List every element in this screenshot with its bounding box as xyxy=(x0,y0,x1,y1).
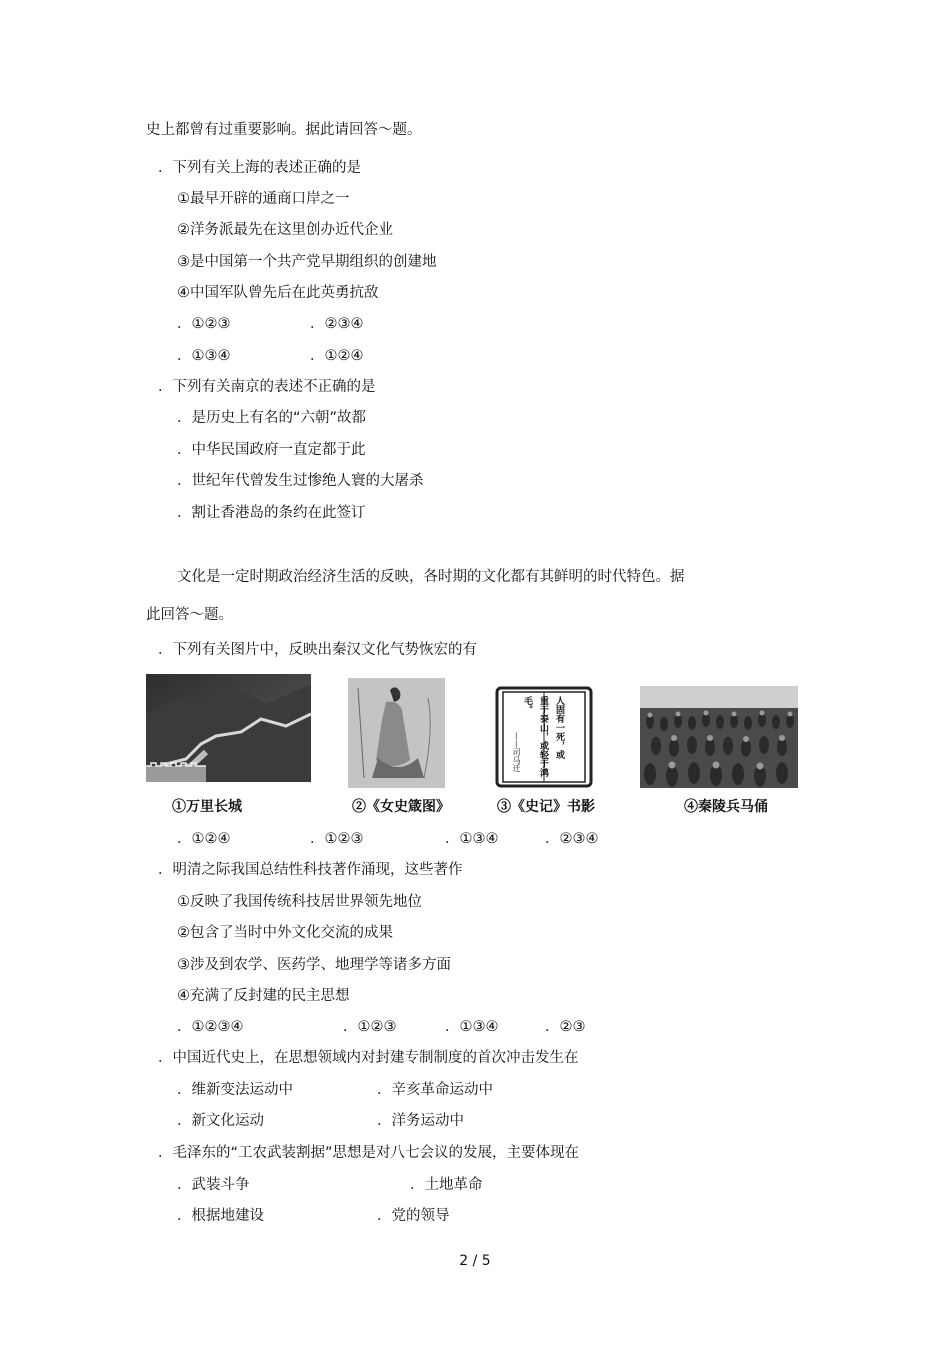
question-1-option-d: ．①②④ xyxy=(310,348,364,364)
question-2-option-a: ．是历史上有名的“六朝”故都 xyxy=(177,410,367,426)
great-wall-photo xyxy=(146,674,311,782)
question-4-item: ①反映了我国传统科技居世界领先地位 xyxy=(177,894,422,910)
question-6-option-a: ．武装斗争 xyxy=(177,1177,250,1193)
image-caption: ④秦陵兵马俑 xyxy=(684,799,768,815)
question-4-item: ③涉及到农学、医药学、地理学等诸多方面 xyxy=(177,957,451,973)
admonitions-scroll-painting xyxy=(348,678,445,788)
question-3-option-c: ．①③④ xyxy=(445,831,499,847)
shiji-book-image xyxy=(495,682,595,788)
book-quote-text: 重于泰山，或轻于鸿 xyxy=(538,696,548,777)
image-caption: ③《史记》书影 xyxy=(497,799,595,815)
book-author-text: ——司马迁 xyxy=(512,732,521,772)
question-2-stem: ．下列有关南京的表述不正确的是 xyxy=(158,379,376,395)
terracotta-army-photo xyxy=(640,686,798,788)
page-number: 2 / 5 xyxy=(459,1253,491,1269)
question-1-option-b: ．②③④ xyxy=(310,316,364,332)
question-2-option-b: ．中华民国政府一直定都于此 xyxy=(177,442,366,458)
question-4-item: ④充满了反封建的民主思想 xyxy=(177,988,350,1004)
question-1-stem: ．下列有关上海的表述正确的是 xyxy=(158,160,361,176)
question-6-option-c: ．根据地建设 xyxy=(177,1208,264,1224)
question-3-option-d: ．②③④ xyxy=(545,831,599,847)
question-4-item: ②包含了当时中外文化交流的成果 xyxy=(177,925,393,941)
question-1-item: ①最早开辟的通商口岸之一 xyxy=(177,191,350,207)
image-caption: ②《女史箴图》 xyxy=(352,799,450,815)
question-1-item: ④中国军队曾先后在此英勇抗敌 xyxy=(177,285,379,301)
question-1-option-c: ．①③④ xyxy=(177,348,231,364)
question-1-item: ②洋务派最先在这里创办近代企业 xyxy=(177,222,393,238)
question-3-stem: ．下列有关图片中，反映出秦汉文化气势恢宏的有 xyxy=(158,642,477,658)
question-2-option-d: ．割让香港岛的条约在此签订 xyxy=(177,505,366,521)
question-6-option-b: ．土地革命 xyxy=(410,1177,483,1193)
book-quote-text: 人固有一死，或 xyxy=(554,696,564,759)
question-5-option-c: ．新文化运动 xyxy=(177,1113,264,1129)
question-4-stem: ．明清之际我国总结性科技著作涌现，这些著作 xyxy=(158,862,463,878)
image-caption: ①万里长城 xyxy=(172,799,242,815)
question-3-option-b: ．①②③ xyxy=(310,831,364,847)
question-4-option-a: ．①②③④ xyxy=(177,1019,244,1035)
question-5-option-d: ．洋务运动中 xyxy=(377,1113,464,1129)
question-4-option-d: ．②③ xyxy=(545,1019,586,1035)
question-5-option-b: ．辛亥革命运动中 xyxy=(377,1082,493,1098)
question-3-option-a: ．①②④ xyxy=(177,831,231,847)
question-6-stem: ．毛泽东的“工农武装割据”思想是对八七会议的发展，主要体现在 xyxy=(158,1145,580,1161)
intro-text-2-line-1: 文化是一定时期政治经济生活的反映，各时期的文化都有其鲜明的时代特色。据 xyxy=(177,569,685,585)
intro-text-2-line-2: 此回答～题。 xyxy=(146,607,233,623)
question-4-option-b: ．①②③ xyxy=(343,1019,397,1035)
question-1-option-a: ．①②③ xyxy=(177,316,231,332)
question-5-option-a: ．维新变法运动中 xyxy=(177,1082,293,1098)
question-1-item: ③是中国第一个共产党早期组织的创建地 xyxy=(177,254,437,270)
question-5-stem: ．中国近代史上，在思想领域内对封建专制制度的首次冲击发生在 xyxy=(158,1050,579,1066)
intro-text-1: 史上都曾有过重要影响。据此请回答～题。 xyxy=(146,122,422,138)
book-quote-text: 毛。 xyxy=(522,696,532,714)
question-2-option-c: ．世纪年代曾发生过惨绝人寰的大屠杀 xyxy=(177,473,424,489)
question-4-option-c: ．①③④ xyxy=(445,1019,499,1035)
question-6-option-d: ．党的领导 xyxy=(377,1208,450,1224)
